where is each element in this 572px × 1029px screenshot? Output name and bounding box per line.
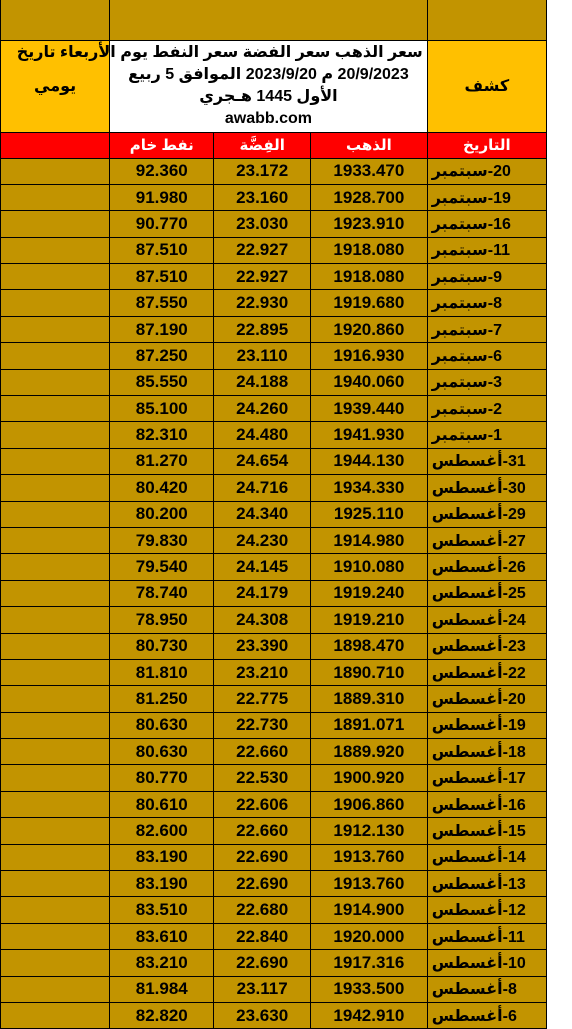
silver-cell[interactable]: 23.390 bbox=[214, 633, 311, 659]
gold-cell[interactable]: 1913.760 bbox=[311, 871, 428, 897]
header-oil[interactable]: نفط خام bbox=[110, 132, 214, 158]
header-row bbox=[1, 132, 547, 158]
table-row bbox=[1, 686, 547, 712]
table-row bbox=[1, 844, 547, 870]
oil-cell[interactable]: 81.984 bbox=[110, 976, 214, 1002]
table-row bbox=[1, 369, 547, 395]
empty-cell[interactable] bbox=[1, 712, 110, 738]
empty-cell[interactable] bbox=[1, 211, 110, 237]
empty-cell[interactable] bbox=[1, 237, 110, 263]
silver-cell[interactable]: 23.172 bbox=[214, 158, 311, 184]
oil-cell[interactable]: 87.510 bbox=[110, 237, 214, 263]
oil-cell[interactable]: 83.510 bbox=[110, 897, 214, 923]
gold-cell[interactable]: 1925.110 bbox=[311, 501, 428, 527]
gold-cell[interactable]: 1940.060 bbox=[311, 369, 428, 395]
gold-cell[interactable]: 1914.980 bbox=[311, 527, 428, 553]
header-date[interactable]: التاريخ bbox=[427, 132, 546, 158]
silver-cell[interactable]: 22.690 bbox=[214, 844, 311, 870]
table-row bbox=[1, 475, 547, 501]
date-cell[interactable]: 11-أغسطس bbox=[427, 923, 546, 949]
gold-cell[interactable]: 1891.071 bbox=[311, 712, 428, 738]
oil-cell[interactable]: 80.200 bbox=[110, 501, 214, 527]
empty-cell[interactable] bbox=[1, 659, 110, 685]
gold-cell[interactable]: 1918.080 bbox=[311, 237, 428, 263]
empty-cell[interactable] bbox=[1, 448, 110, 474]
title-line-2: 20/9/2023 م 2023/9/20 الموافق 5 ربيع bbox=[128, 66, 409, 83]
oil-cell[interactable]: 81.250 bbox=[110, 686, 214, 712]
table-row bbox=[1, 448, 547, 474]
silver-cell[interactable]: 24.145 bbox=[214, 554, 311, 580]
date-cell[interactable]: 22-أغسطس bbox=[427, 659, 546, 685]
date-cell[interactable]: 6-أغسطس bbox=[427, 1003, 546, 1029]
date-cell[interactable]: 11-سبتمبر bbox=[427, 237, 546, 263]
date-cell[interactable]: 30-أغسطس bbox=[427, 475, 546, 501]
silver-cell[interactable]: 24.654 bbox=[214, 448, 311, 474]
gold-cell[interactable]: 1919.680 bbox=[311, 290, 428, 316]
empty-cell[interactable] bbox=[1, 950, 110, 976]
silver-cell[interactable]: 22.927 bbox=[214, 237, 311, 263]
silver-cell[interactable]: 23.210 bbox=[214, 659, 311, 685]
oil-cell[interactable]: 82.310 bbox=[110, 422, 214, 448]
silver-cell[interactable]: 22.930 bbox=[214, 290, 311, 316]
gold-cell[interactable]: 1939.440 bbox=[311, 396, 428, 422]
date-cell[interactable]: 24-أغسطس bbox=[427, 607, 546, 633]
empty-cell[interactable] bbox=[1, 527, 110, 553]
table-row bbox=[1, 633, 547, 659]
table-row bbox=[1, 659, 547, 685]
gold-cell[interactable]: 1906.860 bbox=[311, 791, 428, 817]
empty-cell[interactable] bbox=[1, 739, 110, 765]
title-row bbox=[1, 40, 547, 132]
date-cell[interactable]: 14-أغسطس bbox=[427, 844, 546, 870]
gold-cell[interactable]: 1912.130 bbox=[311, 818, 428, 844]
silver-cell[interactable]: 24.480 bbox=[214, 422, 311, 448]
oil-cell[interactable]: 83.210 bbox=[110, 950, 214, 976]
table-row bbox=[1, 765, 547, 791]
gold-cell[interactable]: 1942.910 bbox=[311, 1003, 428, 1029]
blank-cell[interactable] bbox=[110, 0, 428, 40]
empty-cell[interactable] bbox=[1, 264, 110, 290]
gold-cell[interactable]: 1944.130 bbox=[311, 448, 428, 474]
oil-cell[interactable]: 83.190 bbox=[110, 871, 214, 897]
gold-cell[interactable]: 1920.860 bbox=[311, 316, 428, 342]
oil-cell[interactable]: 82.600 bbox=[110, 818, 214, 844]
oil-cell[interactable]: 80.610 bbox=[110, 791, 214, 817]
oil-cell[interactable]: 85.550 bbox=[110, 369, 214, 395]
gold-cell[interactable]: 1914.900 bbox=[311, 897, 428, 923]
gold-cell[interactable]: 1910.080 bbox=[311, 554, 428, 580]
table-row bbox=[1, 739, 547, 765]
oil-cell[interactable]: 82.820 bbox=[110, 1003, 214, 1029]
table-row bbox=[1, 976, 547, 1002]
table-row bbox=[1, 158, 547, 184]
oil-cell[interactable]: 87.510 bbox=[110, 264, 214, 290]
table-row bbox=[1, 607, 547, 633]
table-row bbox=[1, 237, 547, 263]
title-line-4: awabb.com bbox=[224, 110, 313, 127]
date-cell[interactable]: 20-سبتمبر bbox=[427, 158, 546, 184]
table-row bbox=[1, 422, 547, 448]
table-row bbox=[1, 923, 547, 949]
silver-cell[interactable]: 22.660 bbox=[214, 818, 311, 844]
oil-cell[interactable]: 78.950 bbox=[110, 607, 214, 633]
gold-cell[interactable]: 1920.000 bbox=[311, 923, 428, 949]
gold-cell[interactable]: 1918.080 bbox=[311, 264, 428, 290]
empty-cell[interactable] bbox=[1, 976, 110, 1002]
gold-cell[interactable]: 1933.470 bbox=[311, 158, 428, 184]
date-cell[interactable]: 29-أغسطس bbox=[427, 501, 546, 527]
empty-cell[interactable] bbox=[1, 844, 110, 870]
gold-cell[interactable]: 1919.210 bbox=[311, 607, 428, 633]
gold-cell[interactable]: 1919.240 bbox=[311, 580, 428, 606]
date-cell[interactable]: 1-سبتمبر bbox=[427, 422, 546, 448]
date-cell[interactable]: 26-أغسطس bbox=[427, 554, 546, 580]
silver-cell[interactable]: 23.110 bbox=[214, 343, 311, 369]
oil-cell[interactable]: 87.250 bbox=[110, 343, 214, 369]
silver-cell[interactable]: 24.179 bbox=[214, 580, 311, 606]
date-cell[interactable]: 3-سبتمبر bbox=[427, 369, 546, 395]
oil-cell[interactable]: 90.770 bbox=[110, 211, 214, 237]
date-cell[interactable]: 25-أغسطس bbox=[427, 580, 546, 606]
date-cell[interactable]: 6-سبتمبر bbox=[427, 343, 546, 369]
date-cell[interactable]: 19-أغسطس bbox=[427, 712, 546, 738]
table-row bbox=[1, 527, 547, 553]
date-cell[interactable]: 18-أغسطس bbox=[427, 739, 546, 765]
date-cell[interactable]: 7-سبتمبر bbox=[427, 316, 546, 342]
silver-cell[interactable]: 23.117 bbox=[214, 976, 311, 1002]
empty-cell[interactable] bbox=[1, 343, 110, 369]
oil-cell[interactable]: 91.980 bbox=[110, 184, 214, 210]
empty-cell[interactable] bbox=[1, 369, 110, 395]
silver-cell[interactable]: 22.895 bbox=[214, 316, 311, 342]
silver-cell[interactable]: 22.927 bbox=[214, 264, 311, 290]
gold-cell[interactable]: 1934.330 bbox=[311, 475, 428, 501]
blank-cell[interactable] bbox=[1, 0, 110, 40]
table-row bbox=[1, 184, 547, 210]
silver-cell[interactable]: 22.690 bbox=[214, 950, 311, 976]
oil-cell[interactable]: 80.730 bbox=[110, 633, 214, 659]
date-cell[interactable]: 8-سبتمبر bbox=[427, 290, 546, 316]
header-empty-cell[interactable] bbox=[1, 132, 110, 158]
table-row bbox=[1, 712, 547, 738]
top-blank-row bbox=[1, 0, 547, 40]
silver-cell[interactable]: 22.690 bbox=[214, 871, 311, 897]
gold-cell[interactable]: 1889.920 bbox=[311, 739, 428, 765]
empty-cell[interactable] bbox=[1, 501, 110, 527]
silver-cell[interactable]: 22.730 bbox=[214, 712, 311, 738]
empty-cell[interactable] bbox=[1, 184, 110, 210]
empty-cell[interactable] bbox=[1, 316, 110, 342]
oil-cell[interactable]: 79.830 bbox=[110, 527, 214, 553]
title-line-3: الأول 1445 هـجري bbox=[199, 88, 338, 105]
blank-cell[interactable] bbox=[427, 0, 546, 40]
oil-cell[interactable]: 83.190 bbox=[110, 844, 214, 870]
silver-cell[interactable]: 22.775 bbox=[214, 686, 311, 712]
date-cell[interactable]: 16-سبتمبر bbox=[427, 211, 546, 237]
gold-cell[interactable]: 1890.710 bbox=[311, 659, 428, 685]
date-cell[interactable]: 17-أغسطس bbox=[427, 765, 546, 791]
oil-cell[interactable]: 87.550 bbox=[110, 290, 214, 316]
table-row bbox=[1, 396, 547, 422]
empty-cell[interactable] bbox=[1, 871, 110, 897]
table-row bbox=[1, 580, 547, 606]
oil-cell[interactable]: 80.770 bbox=[110, 765, 214, 791]
silver-cell[interactable]: 24.188 bbox=[214, 369, 311, 395]
table-row bbox=[1, 264, 547, 290]
date-cell[interactable]: 27-أغسطس bbox=[427, 527, 546, 553]
gold-cell[interactable]: 1916.930 bbox=[311, 343, 428, 369]
table-row bbox=[1, 818, 547, 844]
header-gold[interactable]: الذهب bbox=[311, 132, 428, 158]
empty-cell[interactable] bbox=[1, 422, 110, 448]
oil-cell[interactable]: 81.270 bbox=[110, 448, 214, 474]
empty-cell[interactable] bbox=[1, 158, 110, 184]
header-silver[interactable]: الفِضَّة bbox=[214, 132, 311, 158]
table-row bbox=[1, 211, 547, 237]
empty-cell[interactable] bbox=[1, 475, 110, 501]
silver-cell[interactable]: 23.160 bbox=[214, 184, 311, 210]
empty-cell[interactable] bbox=[1, 818, 110, 844]
date-cell[interactable]: 10-أغسطس bbox=[427, 950, 546, 976]
price-table-body bbox=[1, 0, 547, 1029]
oil-cell[interactable]: 92.360 bbox=[110, 158, 214, 184]
empty-cell[interactable] bbox=[1, 554, 110, 580]
date-cell[interactable]: 2-سبتمبر bbox=[427, 396, 546, 422]
silver-cell[interactable]: 24.230 bbox=[214, 527, 311, 553]
gold-cell[interactable]: 1933.500 bbox=[311, 976, 428, 1002]
table-row bbox=[1, 791, 547, 817]
silver-cell[interactable]: 24.716 bbox=[214, 475, 311, 501]
left-label-cell[interactable]: يومي bbox=[1, 40, 110, 132]
silver-cell[interactable]: 24.340 bbox=[214, 501, 311, 527]
empty-cell[interactable] bbox=[1, 686, 110, 712]
date-cell[interactable]: 20-أغسطس bbox=[427, 686, 546, 712]
gold-cell[interactable]: 1900.920 bbox=[311, 765, 428, 791]
date-cell[interactable]: 9-سبتمبر bbox=[427, 264, 546, 290]
silver-cell[interactable]: 22.680 bbox=[214, 897, 311, 923]
date-cell[interactable]: 8-أغسطس bbox=[427, 976, 546, 1002]
table-row bbox=[1, 1003, 547, 1029]
table-row bbox=[1, 871, 547, 897]
silver-cell[interactable]: 24.308 bbox=[214, 607, 311, 633]
gold-cell[interactable]: 1923.910 bbox=[311, 211, 428, 237]
silver-cell[interactable]: 22.840 bbox=[214, 923, 311, 949]
oil-cell[interactable]: 81.810 bbox=[110, 659, 214, 685]
silver-cell[interactable]: 23.630 bbox=[214, 1003, 311, 1029]
silver-cell[interactable]: 22.606 bbox=[214, 791, 311, 817]
table-row bbox=[1, 950, 547, 976]
empty-cell[interactable] bbox=[1, 791, 110, 817]
empty-cell[interactable] bbox=[1, 765, 110, 791]
gold-cell[interactable]: 1917.316 bbox=[311, 950, 428, 976]
silver-cell[interactable]: 23.030 bbox=[214, 211, 311, 237]
oil-cell[interactable]: 78.740 bbox=[110, 580, 214, 606]
empty-cell[interactable] bbox=[1, 1003, 110, 1029]
empty-cell[interactable] bbox=[1, 396, 110, 422]
date-cell[interactable]: 12-أغسطس bbox=[427, 897, 546, 923]
oil-cell[interactable]: 79.540 bbox=[110, 554, 214, 580]
right-label-cell[interactable]: كشف bbox=[427, 40, 546, 132]
gold-cell[interactable]: 1889.310 bbox=[311, 686, 428, 712]
empty-cell[interactable] bbox=[1, 897, 110, 923]
table-row bbox=[1, 316, 547, 342]
date-cell[interactable]: 19-سبتمبر bbox=[427, 184, 546, 210]
oil-cell[interactable]: 80.630 bbox=[110, 739, 214, 765]
oil-cell[interactable]: 80.630 bbox=[110, 712, 214, 738]
silver-cell[interactable]: 24.260 bbox=[214, 396, 311, 422]
date-cell[interactable]: 13-أغسطس bbox=[427, 871, 546, 897]
title-line-1: سعر الذهب سعر الفضة سعر النفط يوم الأربعاء تاريخ bbox=[16, 44, 423, 61]
oil-cell[interactable]: 80.420 bbox=[110, 475, 214, 501]
table-row bbox=[1, 554, 547, 580]
table-row bbox=[1, 897, 547, 923]
date-cell[interactable]: 15-أغسطس bbox=[427, 818, 546, 844]
empty-cell[interactable] bbox=[1, 923, 110, 949]
date-cell[interactable]: 16-أغسطس bbox=[427, 791, 546, 817]
empty-cell[interactable] bbox=[1, 290, 110, 316]
table-row bbox=[1, 501, 547, 527]
silver-cell[interactable]: 22.660 bbox=[214, 739, 311, 765]
date-cell[interactable]: 31-أغسطس bbox=[427, 448, 546, 474]
oil-cell[interactable]: 83.610 bbox=[110, 923, 214, 949]
table-row bbox=[1, 343, 547, 369]
empty-cell[interactable] bbox=[1, 580, 110, 606]
gold-cell[interactable]: 1928.700 bbox=[311, 184, 428, 210]
silver-cell[interactable]: 22.530 bbox=[214, 765, 311, 791]
gold-cell[interactable]: 1898.470 bbox=[311, 633, 428, 659]
gold-cell[interactable]: 1913.760 bbox=[311, 844, 428, 870]
empty-cell[interactable] bbox=[1, 633, 110, 659]
empty-cell[interactable] bbox=[1, 607, 110, 633]
oil-cell[interactable]: 87.190 bbox=[110, 316, 214, 342]
date-cell[interactable]: 23-أغسطس bbox=[427, 633, 546, 659]
oil-cell[interactable]: 85.100 bbox=[110, 396, 214, 422]
table-row bbox=[1, 290, 547, 316]
gold-cell[interactable]: 1941.930 bbox=[311, 422, 428, 448]
